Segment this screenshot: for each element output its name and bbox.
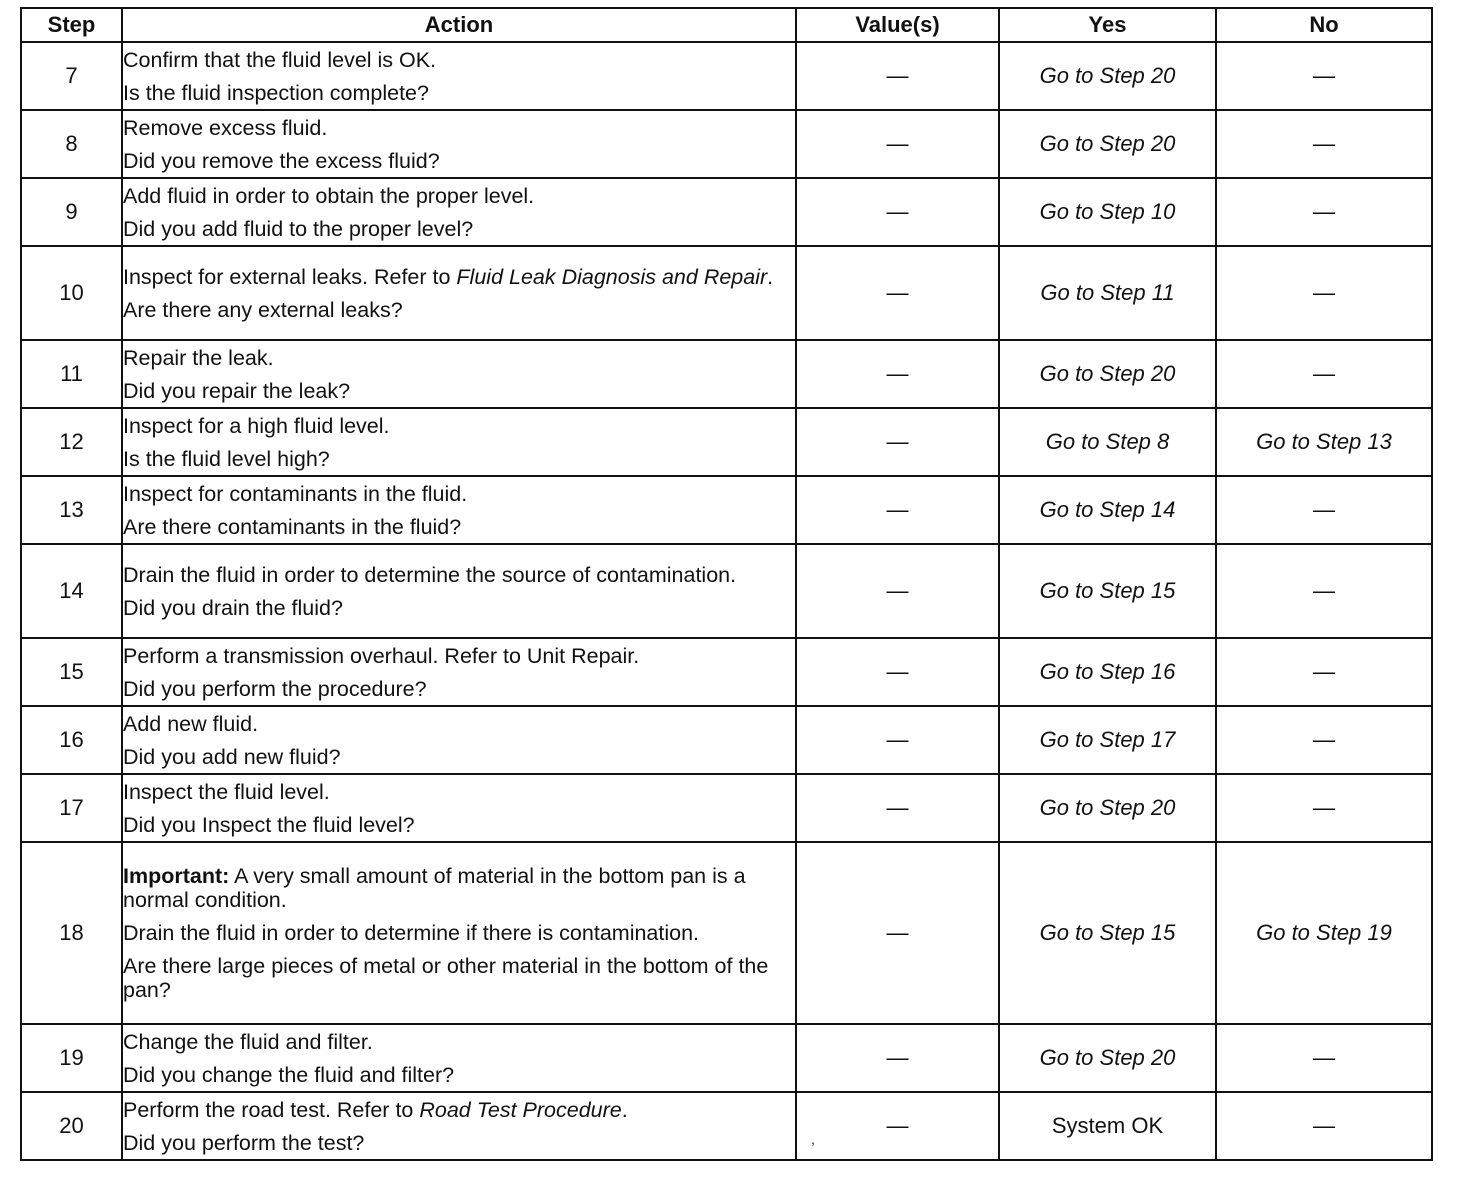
important-label: Important: [123,864,230,888]
yes-result: Go to Step 20 [999,42,1216,110]
step-number: 8 [21,110,122,178]
yes-result: Go to Step 11 [999,246,1216,340]
action-text: Perform a transmission overhaul. Refer to Unit Repair. [123,643,640,668]
action-cell [122,110,796,178]
table-row [21,42,1432,110]
action-text: Remove excess fluid. [123,115,328,140]
step-number: 13 [21,476,122,544]
table-row [21,1024,1432,1092]
action-text: Repair the leak. [123,345,274,370]
action-cell [122,774,796,842]
yes-result: Go to Step 20 [999,340,1216,408]
action-question: Are there contaminants in the fluid? [123,514,462,539]
stray-mark: , [811,1131,815,1147]
header-yes: Yes [999,8,1216,42]
action-question: Did you change the fluid and filter? [123,1062,455,1087]
yes-result: Go to Step 15 [999,842,1216,1024]
value-cell: — [796,638,999,706]
no-result: — [1216,246,1432,340]
no-result: — [1216,544,1432,638]
table-row [21,110,1432,178]
value-dash: — [886,1113,909,1138]
no-result: Go to Step 19 [1216,842,1432,1024]
value-cell: — [796,774,999,842]
action-question: Did you perform the procedure? [123,676,427,701]
action-cell [122,246,796,340]
action-text: Change the fluid and filter. [123,1029,373,1054]
action-text [123,265,795,289]
action-text: Confirm that the fluid level is OK. [123,47,437,72]
no-result: — [1216,774,1432,842]
no-result: — [1216,1092,1432,1160]
yes-result: Go to Step 17 [999,706,1216,774]
action-cell [122,638,796,706]
no-result: — [1216,1024,1432,1092]
value-cell [796,1092,999,1160]
value-cell: — [796,340,999,408]
no-result: — [1216,178,1432,246]
yes-result: Go to Step 20 [999,110,1216,178]
action-question: Did you add fluid to the proper level? [123,216,474,241]
yes-result: Go to Step 8 [999,408,1216,476]
action-question: Are there large pieces of metal or other material in the bottom of the pan? [123,954,769,1002]
action-question: Is the fluid inspection complete? [123,80,429,105]
action-text: Inspect for contaminants in the fluid. [123,481,468,506]
action-cell [122,340,796,408]
action-cell [122,706,796,774]
action-cell [122,1024,796,1092]
table-row [21,340,1432,408]
yes-result: Go to Step 15 [999,544,1216,638]
action-question: Did you repair the leak? [123,378,351,403]
no-result: — [1216,476,1432,544]
step-number: 20 [21,1092,122,1160]
action-text-pre: Perform the road test. Refer to [123,1097,420,1122]
action-question: Are there any external leaks? [123,297,403,322]
action-question: Did you add new fluid? [123,744,341,769]
value-cell: — [796,544,999,638]
step-number: 11 [21,340,122,408]
value-cell: — [796,110,999,178]
action-question: Did you remove the excess fluid? [123,148,440,173]
header-no: No [1216,8,1432,42]
step-number: 19 [21,1024,122,1092]
table-row [21,842,1432,1024]
action-text: Inspect the fluid level. [123,779,330,804]
no-result: — [1216,110,1432,178]
action-question: Did you Inspect the fluid level? [123,812,415,837]
header-values: Value(s) [796,8,999,42]
no-result: — [1216,340,1432,408]
yes-result: Go to Step 14 [999,476,1216,544]
action-text: Add fluid in order to obtain the proper level. [123,183,535,208]
header-step: Step [21,8,122,42]
value-cell: — [796,42,999,110]
reference-link-text: Road Test Procedure [419,1097,622,1122]
step-number: 16 [21,706,122,774]
table-row [21,1092,1432,1160]
action-cell [122,178,796,246]
no-result: — [1216,42,1432,110]
step-number: 12 [21,408,122,476]
action-text-pre: Inspect for external leaks. Refer to [123,264,457,289]
yes-result: System OK [999,1092,1216,1160]
no-result: — [1216,638,1432,706]
action-cell [122,476,796,544]
table-row [21,408,1432,476]
step-number: 14 [21,544,122,638]
action-cell [122,842,796,1024]
action-cell [122,408,796,476]
value-cell: — [796,706,999,774]
table-row [21,638,1432,706]
action-cell [122,1092,796,1160]
yes-result: Go to Step 20 [999,774,1216,842]
diagnostic-table [20,7,1433,1161]
important-text: A very small amount of material in the bottom pan is a normal condition. [123,864,746,912]
step-number: 9 [21,178,122,246]
yes-result: Go to Step 20 [999,1024,1216,1092]
table-row [21,706,1432,774]
action-question: Is the fluid level high? [123,446,330,471]
value-cell: — [796,1024,999,1092]
no-result: Go to Step 13 [1216,408,1432,476]
step-number: 10 [21,246,122,340]
action-text [123,1098,795,1122]
action-text: Drain the fluid in order to determine if there is contamination. [123,921,700,945]
action-question: Did you perform the test? [123,1130,365,1155]
table-row [21,774,1432,842]
value-cell: — [796,476,999,544]
action-question: Did you drain the fluid? [123,595,343,620]
table-row [21,544,1432,638]
yes-result: Go to Step 16 [999,638,1216,706]
action-text: Inspect for a high fluid level. [123,413,390,438]
step-number: 7 [21,42,122,110]
no-result: — [1216,706,1432,774]
important-note [123,864,795,912]
table-row [21,476,1432,544]
action-cell [122,544,796,638]
table-header-row [21,8,1432,42]
value-cell: — [796,246,999,340]
action-text-post: . [621,1097,628,1122]
header-action: Action [122,8,796,42]
reference-link-text: Fluid Leak Diagnosis and Repair [456,264,768,289]
value-cell: — [796,178,999,246]
value-cell: — [796,842,999,1024]
step-number: 18 [21,842,122,1024]
action-text: Drain the fluid in order to determine the source of contamination. [123,562,737,587]
action-text-post: . [767,264,774,289]
step-number: 17 [21,774,122,842]
yes-result: Go to Step 10 [999,178,1216,246]
value-cell: — [796,408,999,476]
action-cell [122,42,796,110]
table-row [21,246,1432,340]
action-text: Add new fluid. [123,711,259,736]
table-row [21,178,1432,246]
step-number: 15 [21,638,122,706]
